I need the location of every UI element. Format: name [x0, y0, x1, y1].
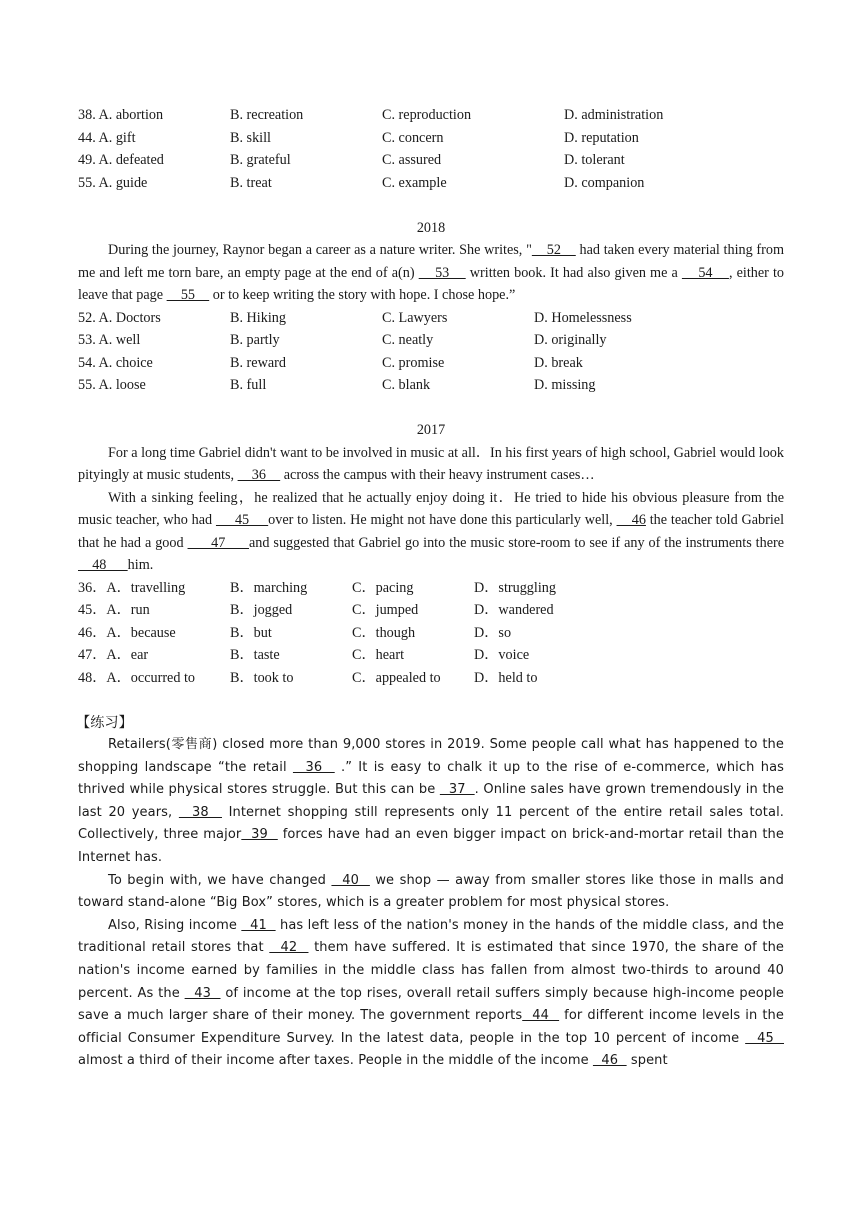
- option-a: 48．A．occurred to: [78, 669, 196, 686]
- option-b: B. treat: [230, 174, 272, 191]
- blank-45: 45: [215, 512, 269, 528]
- option-c: C. concern: [382, 129, 444, 146]
- option-a: 54. A. choice: [78, 354, 153, 371]
- option-b: B．but: [230, 624, 272, 641]
- option-c: C. promise: [382, 354, 445, 371]
- option-c: C．heart: [352, 647, 405, 663]
- option-d: D. tolerant: [564, 152, 625, 168]
- option-a: 55. A. loose: [78, 377, 146, 393]
- option-b: B. reward: [230, 354, 286, 371]
- blank-54: 54: [681, 264, 729, 281]
- option-row: [78, 622, 784, 645]
- option-c: C. neatly: [382, 332, 434, 348]
- option-row: [78, 667, 784, 690]
- option-d: D. missing: [534, 377, 596, 393]
- option-c: C．pacing: [352, 579, 414, 596]
- blank-37: 37: [439, 782, 475, 798]
- blank-36: 36: [292, 759, 335, 775]
- year-heading: 2017: [416, 422, 446, 438]
- option-d: D. administration: [564, 107, 664, 123]
- option-row: [78, 329, 784, 352]
- option-a: 46．A．because: [78, 624, 176, 641]
- option-c: C. example: [382, 174, 447, 191]
- previous-options: [78, 104, 784, 194]
- option-d: D．so: [474, 624, 512, 641]
- blank-46: 46: [592, 1053, 627, 1069]
- blank-39: 39: [241, 827, 278, 843]
- blank-42: 42: [269, 940, 309, 956]
- option-b: B. recreation: [230, 107, 304, 123]
- option-a: 47．A．ear: [78, 647, 149, 663]
- option-c: C．jumped: [352, 602, 419, 618]
- option-d: D. companion: [564, 174, 645, 191]
- option-d: D. reputation: [564, 129, 639, 146]
- option-c: C. Lawyers: [382, 309, 448, 326]
- passage-paragraph: To begin with, we have changed 40 we shop — away from smaller stores like those in malls and toward stand-alone “Big Box” stores, which is a greater problem for most physical stores.: [78, 872, 784, 911]
- option-row: [78, 149, 784, 172]
- option-d: D. originally: [534, 332, 607, 348]
- option-d: D．held to: [474, 669, 538, 686]
- option-b: B. partly: [230, 332, 280, 348]
- year-heading: 2018: [416, 219, 446, 236]
- blank-55: 55: [166, 287, 210, 303]
- passage-paragraph: Retailers(零售商) closed more than 9,000 stores in 2019. Some people call what has happened to the shopping landscape “the retail 36 .” It is easy to chalk it up to the rise of e-commerce, which has thrived while physical stores struggle. But this can be 37 . Online sales have grown tremendously in the last 20 years, 38 Internet shopping still represents only 11 percent of the entire retail sales total. Collectively, three major 39 forces have had an even bigger impact on brick-and-mortar retail than the Internet has.: [78, 737, 785, 865]
- option-d: D. Homelessness: [534, 309, 632, 326]
- blank-47: 47: [187, 534, 249, 551]
- practice-section: [78, 712, 784, 1073]
- option-row: [78, 307, 784, 330]
- option-row: [78, 644, 784, 667]
- blank-40: 40: [331, 872, 370, 888]
- blank-48: 48: [78, 557, 128, 573]
- option-b: B．marching: [230, 579, 308, 596]
- blank-36: 36: [237, 467, 281, 483]
- option-d: D．struggling: [474, 579, 556, 596]
- worksheet-page: [78, 104, 784, 1073]
- option-a: 53. A. well: [78, 332, 141, 348]
- option-a: 36．A．travelling: [78, 579, 186, 596]
- option-d: D. break: [534, 354, 583, 371]
- blank-53: 53: [418, 264, 466, 281]
- option-a: 49. A. defeated: [78, 152, 164, 168]
- option-b: B．took to: [230, 669, 294, 686]
- blank-52: 52: [531, 242, 576, 258]
- passage-paragraph: During the journey, Raynor began a career as a nature writer. She writes, " 52 had taken every material thing from me and left me torn bare, an empty page at the end of a(n) 53 written book. It had also given me a 54 , either to leave that page 55 or to keep writing the story with hope. I chose hope.”: [78, 242, 785, 303]
- option-c: C．appealed to: [352, 669, 441, 686]
- option-row: [78, 104, 784, 127]
- section-2018: [78, 217, 784, 397]
- blank-41: 41: [241, 917, 276, 933]
- option-c: C．though: [352, 624, 416, 641]
- option-row: [78, 352, 784, 375]
- option-a: 55. A. guide: [78, 174, 148, 191]
- option-b: B. grateful: [230, 152, 291, 168]
- option-row: [78, 172, 784, 195]
- option-c: C. assured: [382, 152, 442, 168]
- passage-paragraph: For a long time Gabriel didn't want to be involved in music at all．In his first years of high school, Gabriel would look pityingly at music students, 36 across the campus with their heavy instrument cases…: [78, 444, 784, 483]
- option-row: [78, 599, 784, 622]
- blank-45: 45: [745, 1030, 784, 1046]
- option-row: [78, 374, 784, 397]
- passage-paragraph: Also, Rising income 41 has left less of the nation's money in the hands of the middle class, and the traditional retail stores that 42 them have suffered. It is estimated that since 1970, the share of the nation's income earned by families in the middle class has fallen from almost two-thirds to around 40 percent. As the 43 of income at the top rises, overall retail suffers simply because high-income people save a much larger share of their money. The government reports 44 for different income levels in the official Consumer Expenditure Survey. In the latest data, people in the top 10 percent of income 45 almost a third of their income after taxes. People in the middle of the income 46 spent: [78, 917, 785, 1069]
- option-a: 38. A. abortion: [78, 107, 164, 123]
- option-b: B. full: [230, 377, 267, 393]
- option-a: 44. A. gift: [78, 129, 136, 146]
- practice-heading: 【练习】: [76, 714, 133, 731]
- blank-46: 46: [616, 512, 646, 528]
- option-row: [78, 127, 784, 150]
- option-b: B. skill: [230, 129, 271, 146]
- option-d: D．wandered: [474, 602, 554, 618]
- option-row: [78, 577, 784, 600]
- blank-44: 44: [522, 1008, 560, 1024]
- section-2017: [78, 419, 784, 689]
- option-b: B. Hiking: [230, 309, 286, 326]
- blank-38: 38: [178, 804, 222, 820]
- option-b: B．jogged: [230, 602, 293, 618]
- passage-paragraph: With a sinking feeling，he realized that he actually enjoy doing it．He tried to hide his obvious pleasure from the music teacher, who had 45 over to listen. He might not have done this particularly well, 46 the teacher told Gabriel that he had a good 47 and suggested that Gabriel go into the music store-room to see if any of the instruments there 48 him.: [78, 489, 785, 573]
- option-d: D．voice: [474, 647, 530, 663]
- option-c: C. blank: [382, 377, 431, 393]
- option-a: 45．A．run: [78, 602, 150, 618]
- blank-43: 43: [184, 985, 221, 1001]
- option-c: C. reproduction: [382, 107, 472, 123]
- option-a: 52. A. Doctors: [78, 309, 161, 326]
- option-b: B．taste: [230, 647, 280, 663]
